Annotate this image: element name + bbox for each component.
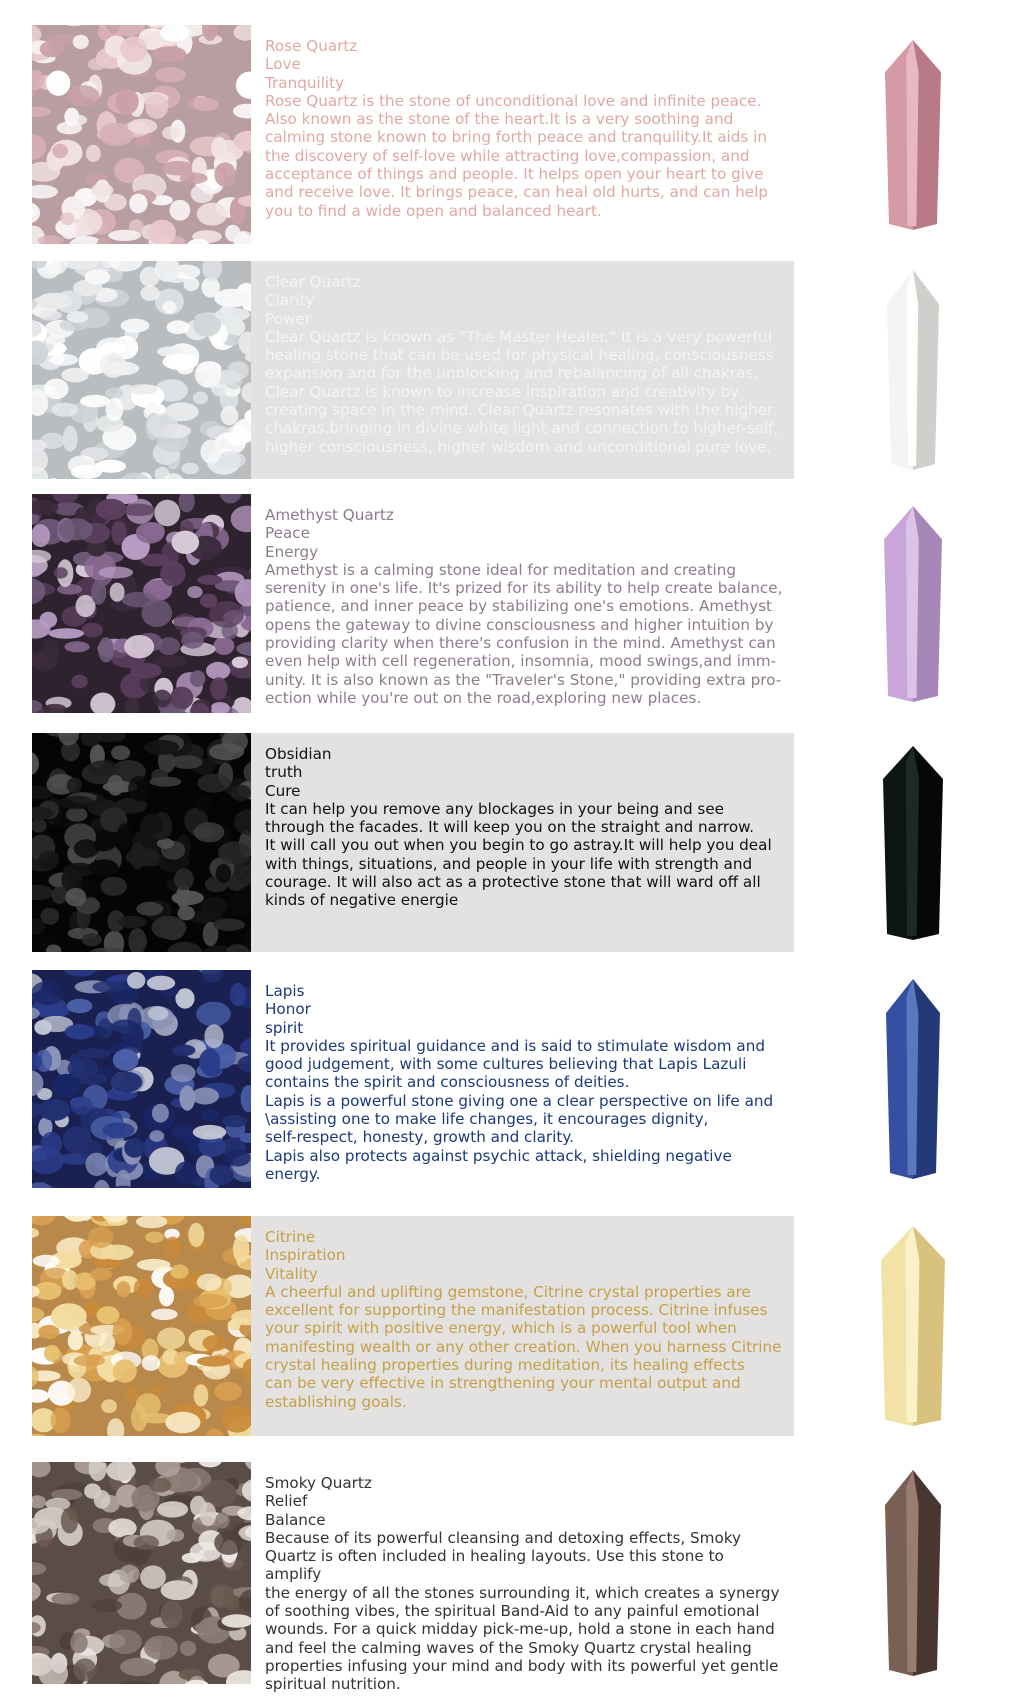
chip: [147, 976, 175, 991]
chip: [109, 1630, 142, 1655]
chip: [128, 776, 150, 802]
chip: [119, 1565, 140, 1583]
chip: [170, 200, 191, 221]
chip: [188, 1223, 204, 1247]
chip: [184, 277, 200, 291]
chip: [101, 877, 127, 896]
stone-chips-photo: [32, 25, 251, 244]
chip: [181, 632, 204, 649]
chip: [154, 655, 187, 668]
chip: [142, 814, 164, 835]
stone-row-smoky-quartz: [32, 1462, 1032, 1694]
chip: [216, 864, 231, 883]
stone-row-amethyst-quartz: [32, 494, 1032, 713]
chip: [74, 839, 99, 858]
stone-trait-secondary: Power: [265, 309, 311, 328]
chip: [129, 194, 147, 214]
crystal-tower: [882, 504, 944, 704]
chip: [61, 368, 89, 383]
chip: [51, 1408, 71, 1434]
chip: [152, 1104, 169, 1123]
stone-trait-primary: Honor: [265, 1000, 311, 1019]
chip: [157, 1328, 185, 1350]
chip: [170, 1264, 188, 1278]
chip: [155, 67, 185, 82]
chip: [199, 1049, 220, 1075]
chip: [91, 580, 106, 605]
chip: [57, 584, 82, 595]
stone-trait-primary: Love: [265, 55, 301, 74]
chip: [70, 1633, 88, 1654]
chip: [180, 173, 208, 185]
stone-description: Amethyst is a calming stone ideal for meditation and creating serenity in one's life. It's prized for its ability to help create balance, patience, and inner peace by stabilizing one's emotions. Amethyst opens the gateway to divine consciousness and higher intuition by providing clarity when there's confusion in the mind. Amethyst can even help with cell regeneration, insomnia, mood swings,and imm- unity. It is also known as the "Traveler's Stone," providing extra pro- ection while you're out on the road,exploring new places.: [265, 560, 783, 707]
chip: [230, 983, 246, 1007]
chip: [102, 1245, 134, 1260]
chip: [182, 463, 200, 475]
chip: [71, 1096, 93, 1115]
chip: [163, 354, 199, 370]
chip: [174, 868, 194, 890]
chip: [197, 774, 230, 793]
crystal-tower-photo: [794, 261, 1032, 479]
chip: [67, 777, 82, 793]
crystal-tower: [879, 1224, 947, 1428]
chip: [213, 637, 234, 655]
chip: [193, 1294, 227, 1308]
chip: [178, 906, 195, 920]
chip: [170, 687, 193, 710]
chip: [200, 439, 221, 463]
chip: [110, 1072, 142, 1093]
chip: [140, 286, 159, 301]
chip: [162, 301, 176, 314]
chip: [68, 455, 96, 474]
chip: [96, 499, 127, 520]
stone-chips-photo: [32, 1216, 251, 1436]
stone-description: It can help you remove any blockages in your being and see through the facades. It will keep you on the straight and narrow. It will call you out when you begin to go astray.It will help you deal with things, situations, and people in your life with strength and courage. It will also act as a protective stone that will ward off all kinds of negative energie: [265, 799, 772, 910]
chip: [200, 1502, 217, 1526]
chip: [38, 310, 62, 321]
chip: [172, 1045, 195, 1057]
chip: [161, 1601, 183, 1628]
chip: [194, 1384, 209, 1406]
chip: [60, 212, 74, 225]
chip: [68, 1058, 99, 1078]
chip: [193, 1125, 227, 1140]
stone-name: Clear Quartz: [265, 273, 361, 291]
chip: [91, 184, 114, 197]
chip: [197, 575, 222, 585]
chip: [32, 981, 64, 1005]
stone-name: Lapis: [265, 982, 305, 1000]
chip: [187, 586, 202, 598]
crystal-tower-photo: [794, 494, 1032, 713]
chip: [46, 71, 70, 96]
crystal-tower-photo: [794, 1216, 1032, 1436]
chip: [214, 1531, 243, 1555]
chip: [118, 916, 147, 929]
chip: [196, 1002, 231, 1027]
chip: [171, 755, 202, 769]
chip: [165, 1412, 200, 1433]
chip: [85, 269, 110, 285]
chip: [67, 115, 87, 126]
chip: [157, 838, 174, 848]
chip: [120, 1658, 156, 1676]
chip: [52, 403, 79, 417]
chip: [101, 1399, 117, 1413]
chip: [204, 1024, 223, 1048]
stone-trait-secondary: Balance: [265, 1510, 326, 1529]
chip: [214, 162, 236, 187]
chip: [197, 1274, 222, 1291]
chip: [82, 623, 103, 638]
stone-info-panel: [251, 261, 794, 479]
chip: [51, 1303, 87, 1330]
chip: [172, 531, 200, 554]
chip: [52, 144, 68, 159]
chip: [190, 670, 205, 687]
chip: [202, 1335, 227, 1351]
chip: [195, 796, 210, 812]
stone-trait-primary: truth: [265, 763, 303, 782]
chip: [111, 746, 130, 761]
stone-info-panel: [251, 25, 794, 244]
chip: [140, 1565, 166, 1589]
chip: [38, 851, 58, 869]
chip: [38, 1325, 59, 1339]
stone-info-panel: [251, 733, 794, 952]
stone-description: Rose Quartz is the stone of unconditional love and infinite peace. Also known as the stone of the heart.It is a very soothing and calming stone known to bring forth peace and tranquility.It aids in the discovery of self-love while attracting love,compassion, and acceptance of things and people. It helps open your heart to give and receive love. It brings peace, can heal old hurts, and can help you to find a wide open and balanced heart.: [265, 91, 769, 220]
chip: [88, 1226, 113, 1248]
chip: [149, 1130, 164, 1142]
chip: [37, 293, 73, 310]
crystal-tower: [884, 977, 942, 1181]
chip: [179, 1086, 195, 1111]
stone-name: Rose Quartz: [265, 37, 358, 55]
chip: [167, 320, 190, 334]
stone-name: Citrine: [265, 1228, 316, 1246]
chip: [58, 518, 92, 540]
chip: [44, 1345, 60, 1362]
chip: [136, 522, 165, 544]
chip: [46, 1498, 71, 1511]
chip: [73, 35, 89, 49]
crystal-tower-photo: [794, 1462, 1032, 1684]
chip: [128, 384, 158, 395]
stone-trait-secondary: Energy: [265, 542, 319, 561]
stone-trait-secondary: Vitality: [265, 1264, 318, 1283]
chip: [136, 1393, 161, 1417]
crystal-tower: [883, 38, 943, 232]
chip: [147, 413, 178, 438]
chip: [228, 893, 251, 916]
chip: [209, 601, 244, 628]
chip: [171, 1064, 196, 1082]
chip: [222, 1115, 247, 1127]
chip: [77, 1048, 111, 1058]
chip: [153, 690, 172, 708]
chip: [42, 638, 59, 663]
chip: [195, 362, 221, 388]
stone-chips-photo: [32, 733, 251, 952]
chip: [145, 1232, 164, 1243]
chip: [210, 677, 227, 700]
chip: [45, 335, 65, 346]
chip: [150, 777, 182, 787]
stone-row-rose-quartz: [32, 25, 1032, 244]
stone-trait-secondary: Tranquility: [265, 73, 345, 92]
chip: [54, 567, 68, 578]
chip: [64, 641, 89, 652]
chip: [233, 1235, 250, 1263]
chip: [120, 36, 147, 62]
chip: [39, 1099, 70, 1121]
chip: [195, 1622, 215, 1632]
chip: [161, 1580, 195, 1600]
chip: [142, 599, 173, 627]
stone-trait-secondary: Cure: [265, 781, 301, 800]
chip: [134, 1278, 153, 1299]
chip: [197, 203, 228, 226]
chip: [40, 908, 59, 925]
chip: [102, 1122, 134, 1138]
chip: [209, 1165, 233, 1186]
chip: [232, 657, 248, 669]
stone-info-panel: [251, 494, 794, 713]
chip: [194, 822, 224, 842]
chip: [113, 1318, 132, 1345]
chip: [180, 1641, 196, 1656]
chip: [206, 662, 230, 680]
chip: [67, 311, 89, 323]
chip: [213, 919, 245, 931]
chip: [152, 46, 186, 62]
chip: [108, 230, 141, 241]
chip: [193, 98, 220, 112]
stone-chips-photo: [32, 494, 251, 713]
stone-info-panel: [251, 970, 794, 1188]
chip: [151, 1309, 178, 1320]
chip: [124, 1138, 145, 1158]
chip: [215, 308, 250, 322]
chip: [52, 886, 68, 904]
chip: [152, 916, 187, 939]
chip: [59, 796, 94, 810]
chip: [100, 353, 127, 378]
chip: [67, 85, 100, 107]
chip: [137, 1259, 171, 1271]
chip: [99, 567, 134, 579]
crystal-tower: [885, 268, 941, 472]
chip: [101, 127, 119, 139]
stone-description: Because of its powerful cleansing and detoxing effects, Smoky Quartz is often included in healing layouts. Use this stone to amplify the energy of all the stones surrounding it, which creates a synergy of soothing vibes, the spiritual Band-Aid to any painful emotional wounds. For a quick midday pick-me-up, hold a stone in each hand and feel the calming waves of the Smoky Quartz crystal healing properties infusing your mind and body with its powerful yet gentle spiritual nutrition.: [265, 1528, 780, 1694]
stone-trait-secondary: spirit: [265, 1018, 304, 1037]
chip: [44, 379, 69, 400]
chip: [162, 126, 180, 140]
chip: [142, 1355, 161, 1371]
chip: [225, 1149, 251, 1166]
chip: [146, 1639, 163, 1652]
stone-trait-primary: Clarity: [265, 291, 315, 310]
chip: [50, 354, 79, 366]
chip: [157, 1501, 188, 1517]
stone-description: A cheerful and uplifting gemstone, Citrine crystal properties are excellent for supporting the manifestation process. Citrine infuses your spirit with positive energy, which is a powerful tool when manifesting wealth or any other creation. When you harness Citrine crystal healing properties during meditation, its healing effects can be very effective in strengthening your mental output and establishing goals.: [265, 1282, 782, 1411]
chip: [94, 1490, 111, 1509]
stone-name: Smoky Quartz: [265, 1474, 372, 1492]
chip: [73, 1658, 96, 1681]
chip: [230, 785, 251, 801]
chip: [116, 1281, 130, 1297]
chip: [128, 119, 158, 134]
chip: [202, 1109, 219, 1122]
chip: [61, 1508, 78, 1534]
chip: [214, 1382, 242, 1401]
chip: [71, 675, 87, 689]
chip: [110, 583, 125, 602]
chip: [209, 1584, 234, 1608]
stone-description: Clear Quartz is known as "The Master Healer." It is a very powerful healing stone that can be used for physical healing, consciousness expansion and for the unblocking and rebalancing of all chakras. Clear Quartz is known to increase inspiration and creativity by creating space in the mind. Clear Quartz resonates with the higher chakras,bringing in divine white light and connection to higher-self, higher consciousness, higher wisdom and unconditional pure love.: [265, 327, 779, 456]
chip: [48, 628, 84, 639]
chip: [105, 388, 123, 399]
chip: [67, 1378, 91, 1403]
chip: [159, 1286, 174, 1306]
chip: [116, 89, 139, 115]
chip: [92, 1599, 122, 1612]
chip: [99, 1333, 115, 1352]
crystal-tower-photo: [794, 970, 1032, 1188]
chip: [63, 426, 78, 452]
chip: [144, 740, 179, 755]
chip: [197, 1356, 232, 1367]
chip: [191, 1088, 219, 1105]
chip: [121, 319, 150, 333]
chip: [221, 406, 239, 425]
chip: [127, 972, 145, 989]
chip: [66, 807, 87, 821]
chip: [92, 981, 124, 993]
stone-row-obsidian: [32, 733, 1032, 952]
chip: [130, 663, 161, 679]
chip: [154, 500, 180, 526]
chip: [117, 823, 132, 850]
chip: [198, 1136, 226, 1157]
chip: [67, 999, 93, 1013]
crystal-tower: [881, 744, 945, 942]
chip: [65, 888, 86, 907]
chip: [88, 860, 118, 875]
chip: [149, 1478, 171, 1493]
chip: [88, 760, 119, 776]
stone-info-panel: [251, 1216, 794, 1436]
chip: [175, 1162, 196, 1185]
stone-trait-primary: Peace: [265, 524, 310, 543]
stone-chips-photo: [32, 1462, 251, 1684]
chip: [136, 902, 163, 916]
chip: [218, 841, 251, 864]
chip: [145, 94, 168, 119]
chip: [191, 184, 214, 203]
chip: [164, 1237, 181, 1259]
stone-name: Obsidian: [265, 745, 332, 763]
chip: [90, 1268, 112, 1281]
stone-chips-photo: [32, 970, 251, 1188]
stone-row-clear-quartz: [32, 261, 1032, 479]
chip: [127, 1008, 141, 1033]
chip: [74, 1355, 106, 1367]
crystal-tower-photo: [794, 733, 1032, 952]
chip: [167, 1529, 185, 1542]
stone-chips-photo: [32, 261, 251, 479]
chip: [51, 1593, 79, 1605]
chip: [214, 289, 250, 308]
chip: [201, 897, 227, 917]
chip: [88, 58, 106, 70]
chip: [113, 1359, 137, 1382]
chip: [86, 1153, 108, 1176]
chip: [193, 392, 208, 405]
chip: [86, 145, 101, 162]
stone-trait-primary: Relief: [265, 1492, 308, 1511]
stone-description: It provides spiritual guidance and is said to stimulate wisdom and good judgement, with some cultures believing that Lapis Lazuli contains the spirit and consciousness of deities. Lapis is a powerful stone giving one a clear perspective on life and \assisting one to make life changes, it encourages dignity, self-respect, honesty, growth and clarity. Lapis also protects against psychic attack, shielding negative energy.: [265, 1036, 774, 1183]
chip: [68, 1331, 83, 1350]
chip: [40, 41, 64, 58]
crystal-tower: [883, 1468, 943, 1678]
chip: [81, 933, 102, 946]
chip: [130, 842, 146, 870]
stone-row-citrine: [32, 1216, 1032, 1436]
chip: [107, 775, 124, 796]
stone-info-panel: [251, 1462, 794, 1694]
chip: [134, 1535, 160, 1550]
chip: [211, 137, 227, 160]
stone-row-lapis: [32, 970, 1032, 1188]
stone-trait-primary: Inspiration: [265, 1246, 346, 1265]
chip: [33, 1255, 60, 1267]
chip: [182, 1553, 202, 1563]
chip: [148, 1006, 169, 1020]
stone-name: Amethyst Quartz: [265, 506, 394, 524]
chip: [108, 1518, 136, 1537]
chip: [40, 612, 58, 628]
chip: [65, 1024, 95, 1039]
crystal-tower-photo: [794, 25, 1032, 244]
chip: [124, 635, 154, 658]
chip: [113, 1049, 139, 1071]
chip: [80, 395, 110, 408]
chip: [98, 637, 114, 662]
